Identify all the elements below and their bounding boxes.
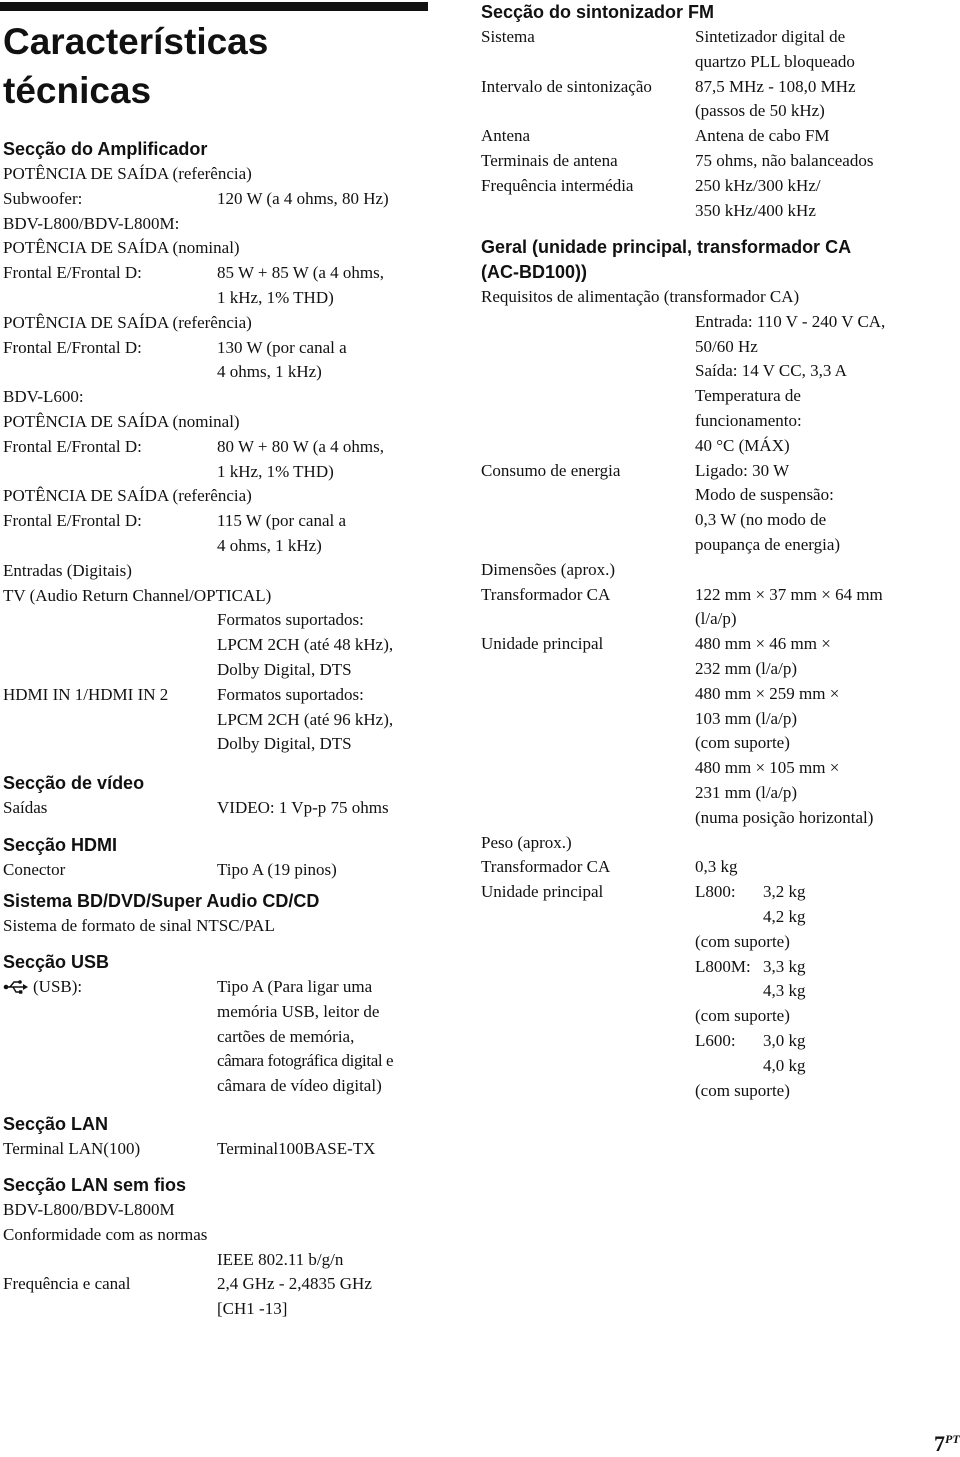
front-value-1a: 85 W + 85 W (a 4 ohms, (217, 263, 384, 283)
hdmi-in-row (3, 683, 433, 757)
dim-transformer-row (481, 583, 951, 633)
fm-section (481, 0, 951, 223)
fm-system-label: Sistema (481, 27, 535, 46)
usb-value-e: câmara de vídeo digital) (217, 1076, 382, 1096)
weight-label: Peso (aprox.) (481, 832, 572, 852)
front-value-4b: 4 ohms, 1 kHz) (217, 535, 322, 555)
fm-if-value-b: 350 kHz/400 kHz (695, 200, 816, 220)
front-label-2: Frontal E/Frontal D: (3, 337, 142, 357)
general-heading-a: Geral (unidade principal, transformador CA (481, 237, 852, 257)
usb-value-a: Tipo A (Para ligar uma (217, 977, 373, 996)
fm-terminals-row (481, 149, 951, 174)
weight-l600-label: L600: (695, 1030, 736, 1050)
fm-range-value-b: (passos de 50 kHz) (695, 101, 825, 121)
fm-range-row (481, 75, 951, 125)
fm-heading: Secção do sintonizador FM (481, 2, 715, 22)
dim-main-label: Unidade principal (481, 634, 604, 654)
wlan-freq-row (3, 1272, 433, 1322)
video-row (3, 796, 433, 821)
front-value-2b: 4 ohms, 1 kHz) (217, 362, 322, 382)
page-title-line-1: Características (3, 21, 269, 62)
fm-range-value-a: 87,5 MHz - 108,0 MHz (695, 76, 856, 96)
weight-support-1: (com suporte) (695, 931, 790, 951)
amp-ref-power: POTÊNCIA DE SAÍDA (referência) (3, 164, 252, 183)
fm-system-value-a: Sintetizador digital de (695, 27, 846, 46)
models-l800: BDV-L800/BDV-L800M: (3, 213, 180, 233)
usb-value-d: câmara fotográfica digital e (217, 1051, 394, 1071)
dimensions-label: Dimensões (aprox.) (481, 559, 616, 579)
models-l600: BDV-L600: (3, 387, 84, 407)
lan-section (3, 1112, 433, 1162)
hdmi-formats-b: LPCM 2CH (até 96 kHz), (217, 709, 394, 729)
dim-main-row (481, 632, 951, 830)
fm-terminals-label: Terminais de antena (481, 150, 618, 170)
power-req-c: Saída: 14 V CC, 3,3 A (695, 361, 847, 381)
usb-heading: Secção USB (3, 952, 110, 972)
hdmi-row (3, 858, 433, 883)
digital-inputs: Entradas (Digitais) (3, 560, 132, 580)
video-section (3, 771, 433, 821)
fm-range-label: Intervalo de sintonização (481, 76, 652, 96)
power-req-a: Entrada: 110 V - 240 V CA, (695, 311, 886, 331)
dim-main-3: 480 mm × 259 mm × (695, 683, 840, 703)
power-req-values (481, 310, 951, 459)
dim-main-5: (com suporte) (695, 733, 790, 753)
usb-row (3, 975, 433, 1099)
consumption-d: poupança de energia) (695, 534, 841, 554)
tv-formats-c: Dolby Digital, DTS (217, 659, 352, 679)
page-number (934, 1426, 960, 1457)
front-row-2 (3, 336, 433, 386)
wlan-freq-value-b: [CH1 -13] (217, 1299, 288, 1319)
usb-icon (3, 978, 29, 1003)
system-label: Sistema de formato de sinal (3, 916, 192, 935)
dim-main-2: 232 mm (l/a/p) (695, 658, 797, 678)
front-label-4: Frontal E/Frontal D: (3, 511, 142, 531)
power-req-d: Temperatura de (695, 386, 801, 406)
wlan-freq-label: Frequência e canal (3, 1274, 131, 1294)
nominal-power-1: POTÊNCIA DE SAÍDA (nominal) (3, 238, 240, 258)
hdmi-label: Conector (3, 860, 66, 879)
amplifier-heading: Secção do Amplificador (3, 139, 208, 159)
lan-value: Terminal100BASE-TX (217, 1139, 376, 1158)
dim-main-6: 480 mm × 105 mm × (695, 758, 840, 778)
subwoofer-label: Subwoofer: (3, 188, 83, 208)
usb-value-b: memória USB, leitor de (217, 1001, 380, 1021)
weight-transformer-label: Transformador CA (481, 857, 611, 877)
power-req-e: funcionamento: (695, 410, 802, 430)
system-row (3, 914, 433, 939)
page-number-value: 7 (934, 1431, 945, 1456)
fm-terminals-value: 75 ohms, não balanceados (695, 150, 874, 170)
usb-section (3, 950, 433, 1099)
weight-transformer-value: 0,3 kg (695, 857, 738, 877)
wlan-section (3, 1173, 433, 1322)
tv-formats (3, 608, 433, 682)
system-heading: Sistema BD/DVD/Super Audio CD/CD (3, 891, 320, 911)
dim-transformer-b: (l/a/p) (695, 609, 737, 629)
page-title (3, 17, 268, 115)
front-value-3b: 1 kHz, 1% THD) (217, 461, 334, 481)
hdmi-formats-c: Dolby Digital, DTS (217, 734, 352, 754)
general-heading-b: (AC-BD100)) (481, 262, 588, 282)
dim-transformer-label: Transformador CA (481, 584, 611, 604)
system-value: NTSC/PAL (196, 916, 275, 935)
fm-if-row (481, 174, 951, 224)
front-value-2a: 130 W (por canal a (217, 337, 347, 357)
video-label: Saídas (3, 798, 48, 817)
weight-l800-a: 3,2 kg (763, 882, 806, 902)
weight-main-row (481, 880, 951, 1103)
front-value-3a: 80 W + 80 W (a 4 ohms, (217, 436, 384, 456)
weight-support-2: (com suporte) (695, 1006, 790, 1026)
usb-value-c: cartões de memória, (217, 1026, 355, 1046)
hdmi-value: Tipo A (19 pinos) (217, 860, 337, 879)
hdmi-heading: Secção HDMI (3, 835, 118, 855)
fm-antenna-label: Antena (481, 126, 531, 146)
amplifier-section (3, 137, 433, 757)
fm-if-label: Frequência intermédia (481, 175, 634, 195)
wlan-conformity-label: Conformidade com as normas (3, 1224, 208, 1244)
weight-l800-label: L800: (695, 882, 736, 902)
front-row-3 (3, 435, 433, 485)
wlan-models: BDV-L800/BDV-L800M (3, 1200, 175, 1219)
lan-label: Terminal LAN(100) (3, 1139, 141, 1158)
weight-l800m-a: 3,3 kg (763, 956, 806, 976)
general-section (481, 235, 951, 1103)
system-section (3, 889, 433, 939)
front-label-3: Frontal E/Frontal D: (3, 436, 142, 456)
weight-l600-a: 3,0 kg (763, 1030, 806, 1050)
weight-l800m-b: 4,3 kg (763, 981, 806, 1001)
consumption-row (481, 459, 951, 558)
weight-l800-b: 4,2 kg (763, 906, 806, 926)
fm-antenna-row (481, 124, 951, 149)
video-heading: Secção de vídeo (3, 773, 145, 793)
dim-main-1: 480 mm × 46 mm × (695, 634, 831, 654)
front-row-4 (3, 509, 433, 559)
hdmi-section (3, 833, 433, 883)
lan-row (3, 1137, 433, 1162)
usb-label: (USB): (33, 977, 83, 996)
video-value: VIDEO: 1 Vp-p 75 ohms (217, 798, 389, 817)
fm-antenna-value: Antena de cabo FM (695, 126, 830, 146)
hdmi-in-label: HDMI IN 1/HDMI IN 2 (3, 684, 169, 704)
usb-label-wrap (3, 975, 217, 1099)
subwoofer-value: 120 W (a 4 ohms, 80 Hz) (217, 188, 389, 208)
fm-system-value-b: quartzo PLL bloqueado (695, 51, 855, 71)
nominal-power-3: POTÊNCIA DE SAÍDA (nominal) (3, 411, 240, 431)
power-req-b: 50/60 Hz (695, 336, 758, 356)
fm-if-value-a: 250 kHz/300 kHz/ (695, 175, 821, 195)
dim-transformer-a: 122 mm × 37 mm × 64 mm (695, 584, 883, 604)
wlan-conformity-value: IEEE 802.11 b/g/n (217, 1249, 344, 1269)
front-value-1b: 1 kHz, 1% THD) (217, 287, 334, 307)
dim-main-8: (numa posição horizontal) (695, 807, 874, 827)
front-value-4a: 115 W (por canal a (217, 511, 347, 531)
consumption-c: 0,3 W (no modo de (695, 510, 827, 530)
weight-l800m-label: L800M: (695, 956, 751, 976)
hdmi-formats-a: Formatos suportados: (217, 684, 364, 704)
weight-support-3: (com suporte) (695, 1080, 790, 1100)
ref-power-2: POTÊNCIA DE SAÍDA (referência) (3, 312, 252, 332)
front-label-1: Frontal E/Frontal D: (3, 263, 142, 283)
title-rule (0, 2, 428, 11)
tv-formats-a: Formatos suportados: (217, 610, 364, 630)
ref-power-4: POTÊNCIA DE SAÍDA (referência) (3, 486, 252, 506)
weight-main-label: Unidade principal (481, 882, 604, 902)
consumption-b: Modo de suspensão: (695, 485, 834, 505)
lan-heading: Secção LAN (3, 1114, 109, 1134)
page-title-line-2: técnicas (3, 70, 152, 111)
power-req-label: Requisitos de alimentação (transformador CA) (481, 287, 800, 306)
fm-system-row (481, 25, 951, 75)
dim-main-7: 231 mm (l/a/p) (695, 782, 797, 802)
tv-formats-b: LPCM 2CH (até 48 kHz), (217, 635, 394, 655)
page-lang: PT (945, 1432, 960, 1446)
consumption-a: Ligado: 30 W (695, 460, 790, 480)
wlan-freq-value-a: 2,4 GHz - 2,4835 GHz (217, 1274, 372, 1294)
tv-input: TV (Audio Return Channel/OPTICAL) (3, 585, 272, 605)
subwoofer-row (3, 187, 433, 212)
front-row-1 (3, 261, 433, 311)
weight-transformer-row (481, 855, 951, 880)
power-req-f: 40 °C (MÁX) (695, 435, 790, 455)
weight-l600-b: 4,0 kg (763, 1055, 806, 1075)
dim-main-4: 103 mm (l/a/p) (695, 708, 797, 728)
wlan-heading: Secção LAN sem fios (3, 1175, 187, 1195)
consumption-label: Consumo de energia (481, 460, 621, 480)
